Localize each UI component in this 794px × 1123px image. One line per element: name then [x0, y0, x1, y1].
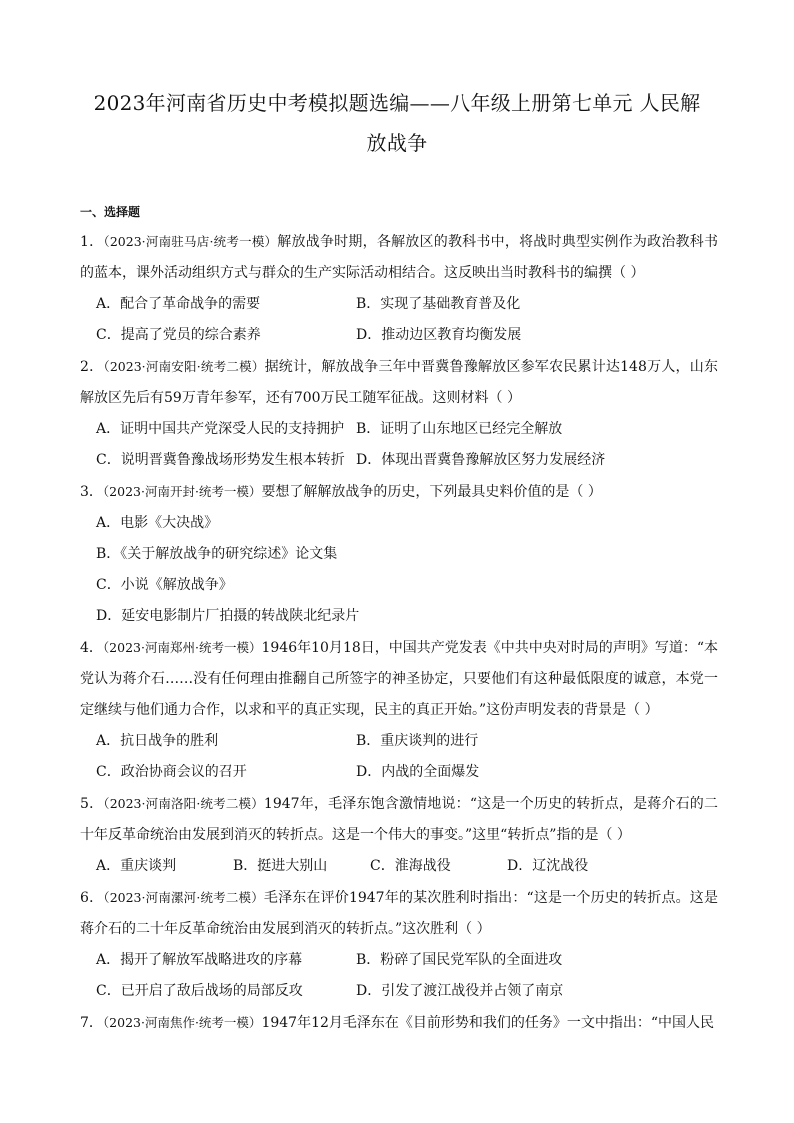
option-b: B．粉碎了国民党军队的全面进攻: [356, 952, 563, 968]
title-line-1: 2023年河南省历史中考模拟题选编——八年级上册第七单元 人民解: [93, 91, 701, 115]
question-stem: 解放战争时期，各解放区的教科书中，将战时典型实例作为政治教科书的蓝本，课外活动组织方式与群众的生产实际活动相结合。这反映出当时教科书的编撰（ ）: [80, 234, 718, 281]
option-a: A．证明中国共产党深受人民的支持拥护: [96, 421, 345, 437]
question-stem: 1946年10月18日，中国共产党发表《中共中央对时局的声明》写道：“本党认为蒋介石……没有任何理由推翻自己所签字的神圣协定，只要他们有这种最低限度的诚意，本党一定继续与他们通力合作，以求和平的真正实现，民主的真正开始。”这份声明发表的背景是（ ）: [80, 640, 718, 718]
option-c: C．说明晋冀鲁豫战场形势发生根本转折: [96, 452, 345, 468]
option-b: B．实现了基础教育普及化: [356, 296, 521, 312]
question-4: [80, 632, 718, 788]
option-c: C．政治协商会议的召开: [96, 764, 247, 780]
question-source: （2023·河南开封·统考一模）: [102, 484, 262, 499]
question-source: （2023·河南安阳·统考二模）: [103, 359, 265, 374]
option-d: D．辽沈战役: [507, 858, 589, 874]
option-group: [80, 508, 718, 632]
question-stem: 毛泽东在评价1947年的某次胜利时指出：“这是一个历史的转折点。这是蒋介石的二十年反革命统治由发展到消灭的转折点。”这次胜利（ ）: [80, 890, 718, 937]
question-number: 2．: [80, 359, 104, 375]
option-group: [80, 851, 718, 882]
option-group: [80, 289, 718, 351]
option-c: C．小说《解放战争》: [96, 577, 233, 593]
option-d: D．内战的全面爆发: [356, 764, 480, 780]
option-b: B．重庆谈判的进行: [356, 733, 479, 749]
question-3: [80, 476, 718, 632]
option-a: A．重庆谈判: [96, 858, 177, 874]
question-source: （2023·河南焦作·统考一模）: [102, 1015, 262, 1030]
question-stem: 要想了解解放战争的历史，下列最具史料价值的是（ ）: [261, 484, 602, 500]
option-group: [80, 945, 718, 1007]
option-c: C．提高了党员的综合素养: [96, 327, 261, 343]
question-source: （2023·河南驻马店·统考一模）: [103, 234, 278, 249]
option-d: D．延安电影制片厂拍摄的转战陕北纪录片: [96, 608, 360, 624]
option-b: B．《关于解放战争的研究综述》论文集: [96, 546, 338, 562]
question-1: [80, 226, 718, 351]
option-a: A．电影《大决战》: [96, 515, 219, 531]
question-number: 1．: [80, 234, 104, 250]
option-d: D．引发了渡江战役并占领了南京: [356, 983, 564, 999]
option-b: B．挺进大别山: [233, 858, 328, 874]
option-group: [80, 414, 718, 476]
question-number: 7．: [80, 1015, 103, 1031]
option-a: A．揭开了解放军战略进攻的序幕: [96, 952, 303, 968]
option-c: C．已开启了敌后战场的局部反攻: [96, 983, 303, 999]
question-number: 3．: [80, 484, 103, 500]
question-number: 4．: [80, 640, 103, 656]
question-stem: 1947年，毛泽东饱含激情地说：“这是一个历史的转折点，是蒋介石的二十年反革命统治由发展到消灭的转折点。这是一个伟大的事变。”这里“转折点”指的是（ ）: [80, 796, 718, 843]
option-c: C．淮海战役: [370, 858, 451, 874]
question-stem: 据统计，解放战争三年中晋冀鲁豫解放区参军农民累计达148万人，山东解放区先后有59万青年参军，还有700万民工随军征战。这则材料（ ）: [80, 359, 718, 406]
question-list: [80, 226, 718, 1039]
question-source: （2023·河南漯河·统考二模）: [103, 890, 264, 905]
option-d: D．体现出晋冀鲁豫解放区努力发展经济: [356, 452, 606, 468]
option-group: [80, 726, 718, 788]
option-a: A．配合了革命战争的需要: [96, 296, 261, 312]
question-stem: 1947年12月毛泽东在《目前形势和我们的任务》一文中指出：“中国人民: [261, 1015, 715, 1031]
title-line-2: 放战争: [366, 131, 428, 155]
question-source: （2023·河南洛阳·统考二模）: [103, 796, 264, 811]
question-5: [80, 788, 718, 882]
question-source: （2023·河南郑州·统考一模）: [102, 640, 262, 655]
question-number: 5．: [80, 796, 104, 812]
question-6: [80, 882, 718, 1007]
section-heading: 一、选择题: [80, 205, 141, 219]
question-2: [80, 351, 718, 476]
option-d: D．推动边区教育均衡发展: [356, 327, 522, 343]
option-b: B．证明了山东地区已经完全解放: [356, 421, 563, 437]
question-number: 6．: [80, 890, 104, 906]
document-title: [80, 83, 714, 163]
question-7: [80, 1007, 718, 1039]
option-a: A．抗日战争的胜利: [96, 733, 219, 749]
